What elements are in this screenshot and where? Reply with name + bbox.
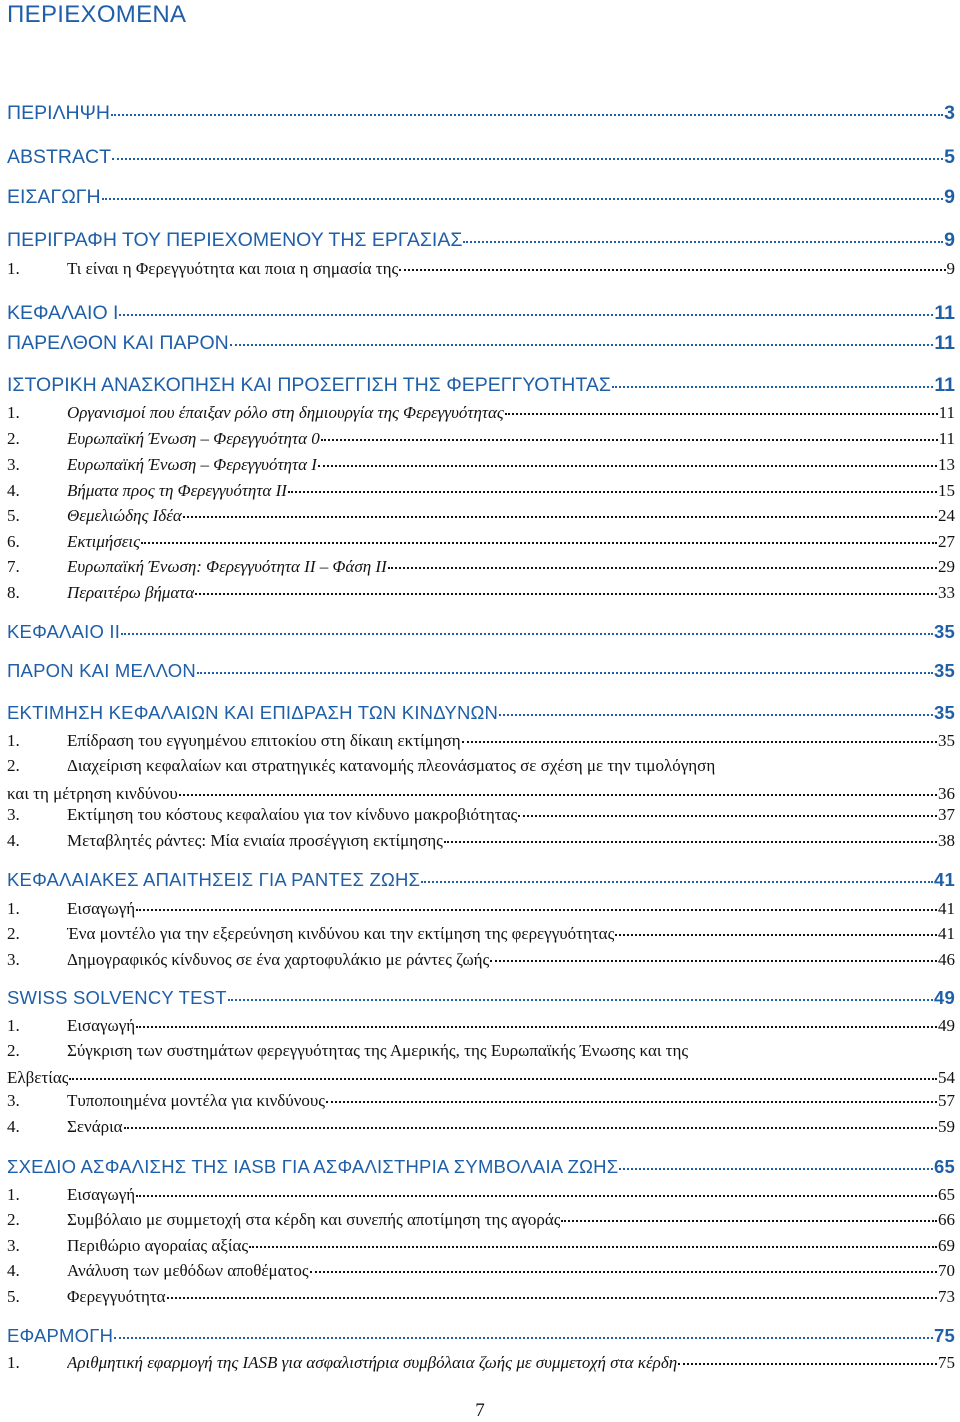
toc-heading-entry[interactable] <box>7 186 955 209</box>
toc-section-title: Ευρωπαϊκή Ένωση: Φερεγγυότητα ΙΙ – Φάση ΙΙ <box>67 557 387 576</box>
toc-page-number: 65 <box>934 1156 955 1177</box>
toc-section-title: Τι είναι η Φερεγγυότητα και ποια η σημασία της <box>67 259 399 278</box>
toc-section-entry[interactable] <box>7 429 955 449</box>
dot-leader <box>136 1025 937 1028</box>
toc-page-number: 5 <box>944 146 955 168</box>
toc-section-title-continued: και τη μέτρηση κινδύνου <box>7 784 178 803</box>
toc-section-title: Οργανισμοί που έπαιξαν ρόλο στη δημιουργία της Φερεγγυότητας <box>67 403 504 422</box>
toc-section-entry[interactable] <box>7 506 955 526</box>
toc-page-number: 35 <box>934 621 955 642</box>
toc-section-title: Μεταβλητές ράντες: Μία ενιαία προσέγγιση εκτίμησης <box>67 831 443 850</box>
toc-section-title-continued: Ελβετίας <box>7 1068 69 1087</box>
toc-page-number: 15 <box>938 481 955 500</box>
toc-section-entry[interactable] <box>7 899 955 919</box>
dot-leader <box>167 1296 937 1299</box>
dot-leader <box>124 1126 937 1129</box>
toc-heading-title: SWISS SOLVENCY TEST <box>7 987 227 1008</box>
toc-section-number: 3. <box>7 950 20 969</box>
toc-heading-entry[interactable] <box>7 374 955 397</box>
toc-section-number: 1. <box>7 731 20 750</box>
toc-page-number: 70 <box>938 1261 955 1280</box>
toc-section-title: Εισαγωγή <box>67 899 136 918</box>
toc-page-number: 36 <box>938 784 955 803</box>
dot-leader <box>183 515 937 518</box>
toc-heading-title: ΚΕΦΑΛΑΙΟ ΙΙ <box>7 621 121 642</box>
dot-leader <box>69 1077 937 1080</box>
dot-leader <box>114 1336 933 1339</box>
toc-page-number: 11 <box>934 332 955 354</box>
dot-leader <box>444 840 937 843</box>
toc-section-number: 5. <box>7 506 20 525</box>
dot-leader <box>561 1219 937 1222</box>
toc-page-number: 35 <box>938 731 955 750</box>
toc-page-number: 9 <box>944 229 955 251</box>
dot-leader <box>615 933 937 936</box>
toc-section-entry-line1[interactable] <box>7 1041 688 1061</box>
dot-leader <box>102 197 944 200</box>
toc-heading-title: ΚΕΦΑΛΑΙΑΚΕΣ ΑΠΑΙΤΗΣΕΙΣ ΓΙΑ ΡΑΝΤΕΣ ΖΩΗΣ <box>7 869 421 890</box>
toc-section-number: 4. <box>7 831 20 850</box>
toc-page-number: 59 <box>938 1117 955 1136</box>
toc-page-number: 41 <box>938 899 955 918</box>
toc-page-number: 75 <box>938 1353 955 1372</box>
toc-page-number: 37 <box>938 805 955 824</box>
dot-leader <box>421 880 933 883</box>
dot-leader <box>197 671 933 674</box>
toc-page-number: 33 <box>938 583 955 602</box>
toc-heading-title: ΚΕΦΑΛΑΙΟ Ι <box>7 302 119 324</box>
toc-section-number: 2. <box>7 1041 20 1060</box>
toc-heading-title: ΙΣΤΟΡΙΚΗ ΑΝΑΣΚΟΠΗΣΗ ΚΑΙ ΠΡΟΣΕΓΓΙΣΗ ΤΗΣ ΦΕΡΕΓΓΥΟΤΗΤΑΣ <box>7 374 611 396</box>
toc-section-entry[interactable] <box>7 1016 955 1036</box>
dot-leader <box>310 1270 937 1273</box>
dot-leader <box>388 566 937 569</box>
dot-leader <box>179 793 937 796</box>
toc-section-number: 7. <box>7 557 20 576</box>
toc-section-entry[interactable] <box>7 1353 955 1373</box>
dot-leader <box>318 464 937 467</box>
toc-section-number: 2. <box>7 1210 20 1229</box>
toc-section-number: 6. <box>7 532 20 551</box>
dot-leader <box>499 713 933 716</box>
toc-section-entry[interactable] <box>7 1091 955 1111</box>
toc-page-number: 35 <box>934 660 955 681</box>
toc-section-entry[interactable] <box>7 1117 955 1137</box>
toc-section-entry[interactable] <box>7 831 955 851</box>
toc-section-title: Ανάλυση των μεθόδων αποθέματος <box>67 1261 309 1280</box>
dot-leader <box>121 632 933 635</box>
toc-heading-title: ABSTRACT <box>7 146 112 168</box>
toc-section-number: 2. <box>7 429 20 448</box>
toc-section-number: 4. <box>7 1261 20 1280</box>
page-number: 7 <box>475 1400 485 1421</box>
toc-page-number: 66 <box>938 1210 955 1229</box>
toc-section-title: Εκτίμηση του κόστους κεφαλαίου για τον κίνδυνο μακροβιότητας <box>67 805 518 824</box>
dot-leader <box>195 592 937 595</box>
toc-section-entry[interactable] <box>7 1287 955 1307</box>
toc-section-number: 1. <box>7 1016 20 1035</box>
toc-section-title: Φερεγγυότητα <box>67 1287 166 1306</box>
toc-page-number: 75 <box>934 1325 955 1346</box>
dot-leader <box>249 1245 937 1248</box>
toc-heading-title: ΠΕΡΙΛΗΨΗ <box>7 102 110 124</box>
toc-section-title: Εισαγωγή <box>67 1016 136 1035</box>
dot-leader <box>119 313 933 316</box>
toc-page-number: 54 <box>938 1068 955 1087</box>
toc-page-number: 9 <box>944 186 955 208</box>
dot-leader <box>112 157 943 160</box>
dot-leader <box>288 490 937 493</box>
toc-section-number: 8. <box>7 583 20 602</box>
toc-section-title: Αριθμητική εφαρμογή της IASB για ασφαλιστήρια συμβόλαια ζωής με συμμετοχή στα κέρδη <box>67 1353 678 1372</box>
toc-heading-title: ΕΦΑΡΜΟΓΗ <box>7 1325 114 1346</box>
dot-leader <box>505 412 938 415</box>
toc-heading-entry[interactable] <box>7 660 955 682</box>
toc-page-number: 46 <box>938 950 955 969</box>
toc-page-number: 11 <box>934 374 955 396</box>
toc-section-title: Εισαγωγή <box>67 1185 136 1204</box>
toc-section-entry[interactable] <box>7 1185 955 1205</box>
toc-heading-entry[interactable] <box>7 702 955 724</box>
toc-section-title: Εκτιμήσεις <box>67 532 141 551</box>
toc-section-entry[interactable] <box>7 403 955 423</box>
toc-page-number: 73 <box>938 1287 955 1306</box>
toc-heading-entry[interactable] <box>7 332 955 355</box>
toc-section-title: Ευρωπαϊκή Ένωση – Φερεγγυότητα Ι <box>67 455 317 474</box>
toc-page-number: 13 <box>938 455 955 474</box>
toc-page-number: 11 <box>938 429 955 448</box>
toc-section-number: 4. <box>7 1117 20 1136</box>
toc-section-title: Συμβόλαιο με συμμετοχή στα κέρδη και συνεπής αποτίμηση της αγοράς <box>67 1210 561 1229</box>
toc-section-number: 3. <box>7 1236 20 1255</box>
toc-section-title: Δημογραφικός κίνδυνος σε ένα χαρτοφυλάκιο με ράντες ζωής <box>67 950 490 969</box>
toc-section-title: Βήματα προς τη Φερεγγυότητα ΙΙ <box>67 481 287 500</box>
dot-leader <box>518 814 937 817</box>
toc-section-number: 2. <box>7 924 20 943</box>
dot-leader <box>136 908 937 911</box>
dot-leader <box>619 1167 933 1170</box>
toc-section-entry[interactable] <box>7 1261 955 1281</box>
toc-section-entry[interactable] <box>7 924 955 944</box>
dot-leader <box>136 1194 937 1197</box>
toc-heading-entry[interactable] <box>7 1325 955 1347</box>
toc-section-title: Επίδραση του εγγυημένου επιτοκίου στη δίκαιη εκτίμηση <box>67 731 461 750</box>
toc-section-title: Περαιτέρω βήματα <box>67 583 195 602</box>
toc-page-number: 11 <box>934 302 955 324</box>
toc-section-entry[interactable] <box>7 532 955 552</box>
toc-page-number: 57 <box>938 1091 955 1110</box>
toc-section-title: Διαχείριση κεφαλαίων και στρατηγικές κατανομής πλεονάσματος σε σχέση με την τιμολόγηση <box>67 756 716 775</box>
toc-section-title: Σενάρια <box>67 1117 123 1136</box>
toc-page-number: 35 <box>934 702 955 723</box>
toc-heading-title: ΠΑΡΕΛΘΟΝ ΚΑΙ ΠΑΡΟΝ <box>7 332 229 354</box>
toc-section-number: 3. <box>7 455 20 474</box>
toc-page-number: 24 <box>938 506 955 525</box>
toc-section-title: Τυποποιημένα μοντέλα για κινδύνους <box>67 1091 326 1110</box>
dot-leader <box>228 998 933 1001</box>
toc-section-number: 5. <box>7 1287 20 1306</box>
toc-section-number: 1. <box>7 899 20 918</box>
toc-section-number: 2. <box>7 756 20 775</box>
toc-heading-entry[interactable] <box>7 146 955 169</box>
toc-heading-entry[interactable] <box>7 1156 955 1178</box>
dot-leader <box>399 268 945 271</box>
toc-heading-entry[interactable] <box>7 102 955 125</box>
toc-heading-entry[interactable] <box>7 229 955 252</box>
toc-section-title: Περιθώριο αγοραίας αξίας <box>67 1236 249 1255</box>
toc-section-number: 1. <box>7 259 20 278</box>
toc-section-entry-line2[interactable] <box>7 1068 955 1088</box>
toc-page-number: 9 <box>946 259 955 278</box>
toc-page-number: 65 <box>938 1185 955 1204</box>
toc-section-title: Ευρωπαϊκή Ένωση – Φερεγγυότητα 0 <box>67 429 320 448</box>
toc-section-entry[interactable] <box>7 455 955 475</box>
toc-section-title: Ένα μοντέλο για την εξερεύνηση κινδύνου και την εκτίμηση της φερεγγυότητας <box>67 924 615 943</box>
toc-heading-entry[interactable] <box>7 302 955 325</box>
dot-leader <box>111 113 943 116</box>
toc-page-number: 41 <box>938 924 955 943</box>
toc-section-entry-line1[interactable] <box>7 756 715 776</box>
toc-section-entry[interactable] <box>7 481 955 501</box>
dot-leader <box>490 959 937 962</box>
toc-heading-title: ΠΕΡΙΓΡΑΦΗ ΤΟΥ ΠΕΡΙΕΧΟΜΕΝΟΥ ΤΗΣ ΕΡΓΑΣΙΑΣ <box>7 229 463 251</box>
page-title: ΠΕΡΙΕΧΟΜΕΝΑ <box>7 1 187 28</box>
toc-page-number: 41 <box>934 869 955 890</box>
toc-heading-title: ΠΑΡΟΝ ΚΑΙ ΜΕΛΛΟΝ <box>7 660 196 681</box>
toc-section-entry[interactable] <box>7 583 955 603</box>
toc-heading-entry[interactable] <box>7 621 955 643</box>
dot-leader <box>612 385 933 388</box>
toc-section-number: 1. <box>7 1353 20 1372</box>
toc-section-entry[interactable] <box>7 259 955 279</box>
dot-leader <box>321 438 938 441</box>
dot-leader <box>326 1100 937 1103</box>
dot-leader <box>230 343 934 346</box>
toc-heading-entry[interactable] <box>7 869 955 891</box>
dot-leader <box>463 240 943 243</box>
toc-page-number: 27 <box>938 532 955 551</box>
toc-section-entry[interactable] <box>7 1210 955 1230</box>
toc-section-number: 1. <box>7 403 20 422</box>
toc-section-entry[interactable] <box>7 557 955 577</box>
toc-section-title: Σύγκριση των συστημάτων φερεγγυότητας της Αμερικής, της Ευρωπαϊκής Ένωσης και της <box>67 1041 689 1060</box>
toc-section-number: 3. <box>7 1091 20 1110</box>
dot-leader <box>462 740 937 743</box>
toc-page-number: 38 <box>938 831 955 850</box>
toc-section-entry[interactable] <box>7 805 955 825</box>
toc-page-number: 69 <box>938 1236 955 1255</box>
dot-leader <box>141 541 937 544</box>
toc-page-number: 29 <box>938 557 955 576</box>
toc-section-number: 3. <box>7 805 20 824</box>
toc-heading-entry[interactable] <box>7 987 955 1009</box>
dot-leader <box>678 1362 937 1365</box>
toc-section-entry[interactable] <box>7 1236 955 1256</box>
toc-heading-title: ΕΙΣΑΓΩΓΗ <box>7 186 101 208</box>
toc-heading-title: ΕΚΤΙΜΗΣΗ ΚΕΦΑΛΑΙΩΝ ΚΑΙ ΕΠΙΔΡΑΣΗ ΤΩΝ ΚΙΝΔΥΝΩΝ <box>7 702 499 723</box>
toc-page-number: 3 <box>944 102 955 124</box>
toc-section-number: 4. <box>7 481 20 500</box>
toc-heading-title: ΣΧΕΔΙΟ ΑΣΦΑΛΙΣΗΣ ΤΗΣ IASB ΓΙΑ ΑΣΦΑΛΙΣΤΗΡΙΑ ΣΥΜΒΟΛΑΙΑ ΖΩΗΣ <box>7 1156 619 1177</box>
toc-section-entry[interactable] <box>7 950 955 970</box>
toc-section-number: 1. <box>7 1185 20 1204</box>
toc-section-entry[interactable] <box>7 731 955 751</box>
toc-section-entry-line2[interactable] <box>7 784 955 804</box>
toc-section-title: Θεμελιώδης Ιδέα <box>67 506 182 525</box>
toc-page-number: 49 <box>938 1016 955 1035</box>
toc-page-number: 49 <box>934 987 955 1008</box>
toc-page-number: 11 <box>938 403 955 422</box>
table-of-contents <box>7 0 955 1419</box>
